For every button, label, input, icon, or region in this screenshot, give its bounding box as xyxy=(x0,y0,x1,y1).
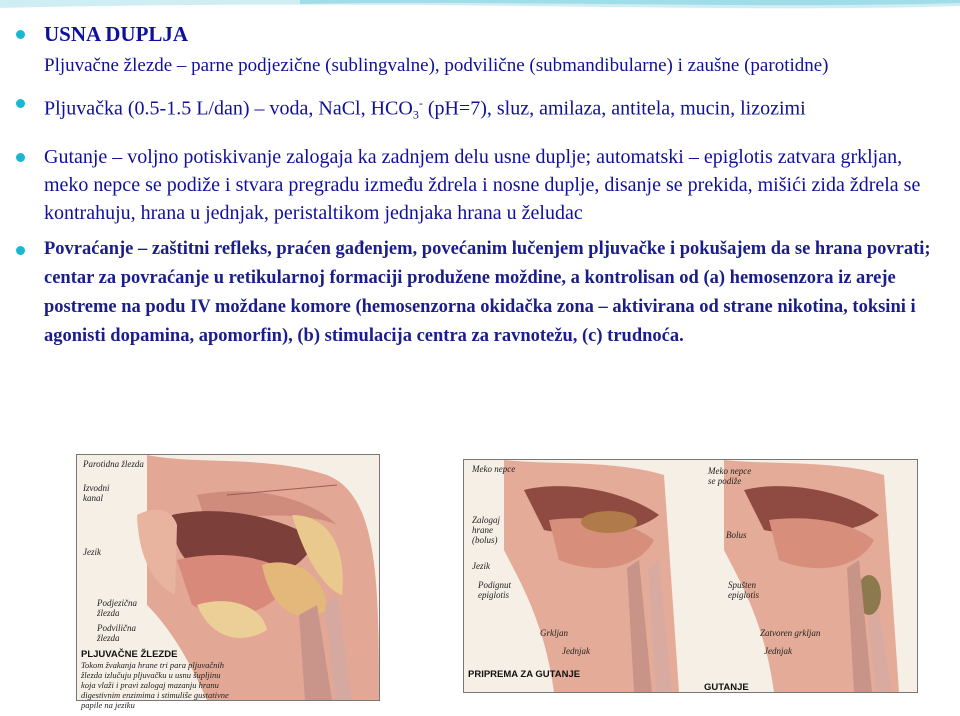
salivary-glands-figure xyxy=(76,454,380,710)
label-raised-epiglottis: Podignut epiglotis xyxy=(478,580,511,600)
label-tongue-2: Jezik xyxy=(472,561,490,571)
bullet-swallowing: Gutanje – voljno potiskivanje zalogaja ka zadnjem delu usne duplje; automatski – epiglotis zatvara grkljan, meko nepce se podiže i stvara pregradu između ždrela i nosne duplje, disanje se prekida, mišići zida ždrela se kontrahuju, hrana u jednjak, peristaltikom jednjaka hrana u želudac xyxy=(16,143,946,227)
label-parotid: Parotidna žlezda xyxy=(83,459,144,469)
bullet-heading: USNA DUPLJA xyxy=(16,20,946,49)
label-duct: Izvodni kanal xyxy=(83,483,110,503)
figure1-description: Tokom žvakanja hrane tri para pljuvačnih žlezda izlučuju pljuvačku u usnu šupljinu koja vlaži i pravi zalogaj mazanju hranu digestivnim enzimima i stimuliše gustativne papile na jeziku xyxy=(81,660,229,710)
bullet-dot-icon xyxy=(16,30,25,39)
label-bolus: Zalogaj hrane (bolus) xyxy=(472,515,501,545)
label-larynx: Grkljan xyxy=(540,628,568,638)
label-sublingual: Podjezična žlezda xyxy=(97,598,137,618)
caption-swallow: GUTANJE xyxy=(704,682,749,693)
bullet-list xyxy=(16,20,946,351)
label-soft-palate: Meko nepce xyxy=(472,464,516,474)
caption-prepare-swallow: PRIPREMA ZA GUTANJE xyxy=(468,669,581,680)
label-closed-larynx: Zatvoren grkljan xyxy=(760,628,821,638)
label-submandibular: Podvilična žlezda xyxy=(97,623,136,643)
bullet-saliva: Pljuvačka (0.5-1.5 L/dan) – voda, NaCl, $HCO_3^-$ (pH=7), sluz, amilaza, antitela, mucin, lizozimi xyxy=(16,89,946,129)
figure1-title: PLJUVAČNE ŽLEZDE xyxy=(81,649,178,660)
label-bolus-2: Bolus xyxy=(726,530,747,540)
label-tongue: Jezik xyxy=(83,547,101,557)
bullet-dot-icon xyxy=(16,99,25,108)
label-soft-palate-raised: Meko nepce se podiže xyxy=(708,466,752,486)
label-esophagus-2: Jednjak xyxy=(764,646,792,656)
swallowing-figure xyxy=(463,459,918,693)
bullet-salivary-glands: Pljuvačne žlezde – parne podjezične (sublingvalne), podvilične (submandibularne) i zaušne (parotidne) xyxy=(44,55,829,76)
label-esophagus: Jednjak xyxy=(562,646,590,656)
bullet-vomiting: Povraćanje – zaštitni refleks, praćen gađenjem, povećanim lučenjem pljuvačke i pokušajem da se hrana povrati; centar za povraćanje u retikularnoj formaciji produžene moždine, a kontrolisan od (a) hemosenzora iz areje postreme na podu IV moždane komore (hemosenzorna okidačka zona – aktivirana od strane nikotina, toksini i agonisti dopamina, apomorfin), (b) stimulacija centra za ravnotežu, (c) trudnoća. xyxy=(16,235,946,351)
label-lowered-epiglottis: Spušten epiglotis xyxy=(728,580,759,600)
bullet-dot-icon xyxy=(16,246,25,255)
bullet-dot-icon xyxy=(16,153,25,162)
swallowing-illustration xyxy=(464,460,917,692)
